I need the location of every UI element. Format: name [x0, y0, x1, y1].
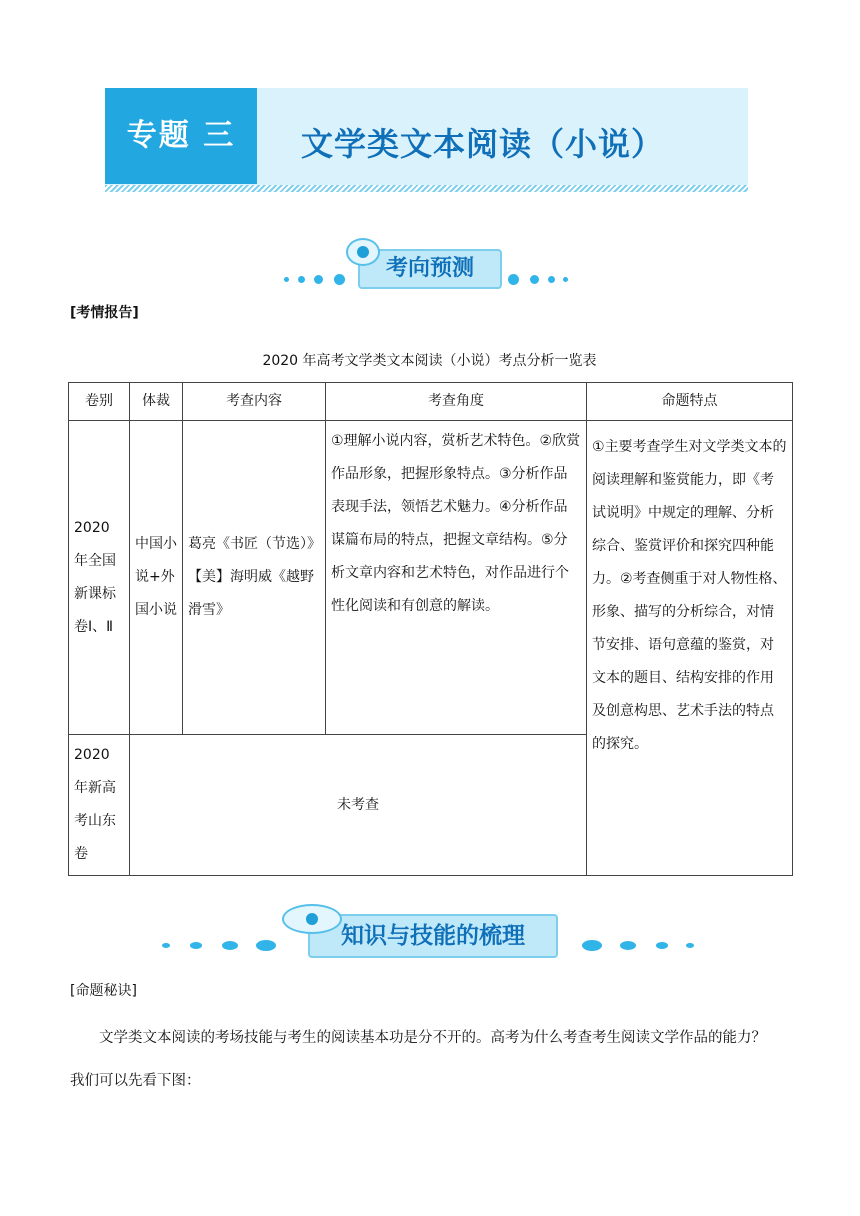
eye-icon [282, 904, 342, 934]
header-feature: 命题特点 [587, 383, 793, 421]
header-content: 考查内容 [183, 383, 326, 421]
topic-banner [105, 88, 748, 186]
table-caption: 2020 年高考文学类文本阅读（小说）考点分析一览表 [262, 353, 597, 369]
section-title-knowledge [308, 914, 558, 958]
header-angle: 考查角度 [326, 383, 587, 421]
header-genre: 体裁 [130, 383, 183, 421]
cell-content: 葛亮《书匠（节选）》【美】海明威《越野滑雪》 [183, 421, 326, 735]
cell-paper: 2020 年新高考山东卷 [69, 735, 130, 876]
cell-genre: 中国小说+外国小说 [130, 421, 183, 735]
eye-icon [346, 238, 380, 266]
left-dots [160, 940, 280, 952]
header-paper: 卷别 [69, 383, 130, 421]
section-heading-forecast [280, 236, 570, 296]
left-dots [280, 274, 350, 286]
section-title-text: 知识与技能的梳理 [341, 923, 525, 949]
table-row [69, 421, 793, 735]
section-heading-knowledge [160, 902, 705, 962]
table-header-row [69, 383, 793, 421]
cell-feature: ①主要考查学生对文学类文本的阅读理解和鉴赏能力，即《考试说明》中规定的理解、分析综合、鉴赏评价和探究四种能力。②考查侧重于对人物性格、形象、描写的分析综合，对情节安排、语句意蕴的鉴赏，对文本的题目、结构安排的作用及创意构思、艺术手法的特点的探究。 [587, 421, 793, 876]
paragraph-line: 文学类文本阅读的考场技能与考生的阅读基本功是分不开的。高考为什么考查考生阅读文学作品的能力？ [99, 1030, 766, 1046]
report-label: [考情报告] [70, 305, 139, 321]
right-dots [580, 940, 700, 952]
cell-not-tested: 未考查 [130, 735, 587, 876]
secret-label: [命题秘诀] [70, 983, 137, 999]
topic-title: 文学类文本阅读（小说） [301, 125, 665, 163]
right-dots [506, 274, 576, 286]
cell-paper: 2020 年全国新课标卷Ⅰ、Ⅱ [69, 421, 130, 735]
topic-number: 专题 三 [105, 88, 257, 184]
section-title-text: 考向预测 [385, 256, 474, 281]
analysis-table [68, 382, 793, 876]
banner-stripe [105, 185, 748, 192]
paragraph-line: 我们可以先看下图： [70, 1073, 201, 1089]
cell-angle: ①理解小说内容，赏析艺术特色。②欣赏作品形象，把握形象特点。③分析作品表现手法，领悟艺术魅力。④分析作品谋篇布局的特点，把握文章结构。⑤分析文章内容和艺术特色，对作品进行个性化阅读和有创意的解读。 [326, 421, 587, 735]
